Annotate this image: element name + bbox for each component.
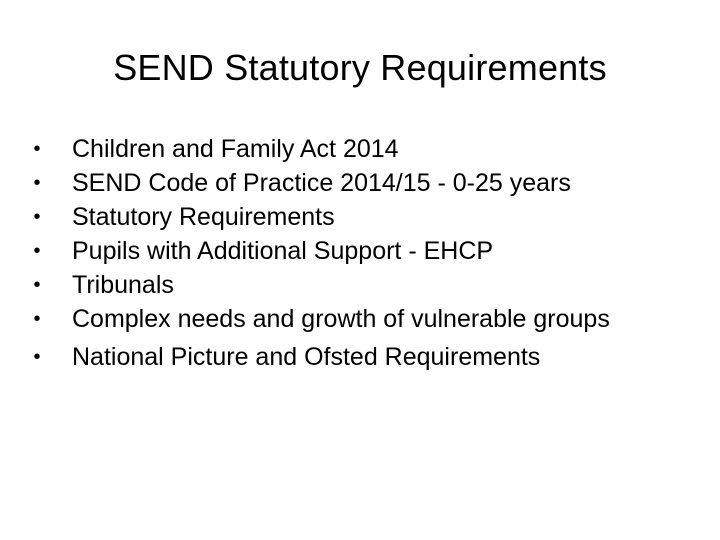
bullet-text: Tribunals bbox=[72, 271, 174, 299]
bullet-dot-icon: • bbox=[33, 172, 41, 194]
bullet-text: SEND Code of Practice 2014/15 - 0-25 years bbox=[72, 169, 571, 197]
bullet-text: Statutory Requirements bbox=[72, 203, 335, 231]
bullet-dot-icon: • bbox=[33, 206, 41, 228]
bullet-text: Pupils with Additional Support - EHCP bbox=[72, 237, 494, 265]
bullet-dot-icon: • bbox=[33, 138, 41, 160]
bullet-dot-icon: • bbox=[33, 274, 41, 296]
slide-title: SEND Statutory Requirements bbox=[113, 47, 607, 88]
bullet-list bbox=[30, 134, 690, 376]
bullet-dot-icon: • bbox=[33, 346, 41, 368]
bullet-dot-icon: • bbox=[33, 308, 41, 330]
bullet-item bbox=[30, 304, 690, 335]
bullet-item bbox=[30, 342, 690, 373]
bullet-item bbox=[30, 236, 690, 267]
bullet-text: Children and Family Act 2014 bbox=[72, 135, 399, 163]
bullet-text: National Picture and Ofsted Requirements bbox=[72, 343, 541, 371]
bullet-item bbox=[30, 134, 690, 165]
bullet-item bbox=[30, 202, 690, 233]
bullet-item bbox=[30, 270, 690, 301]
bullet-item bbox=[30, 168, 690, 199]
bullet-text: Complex needs and growth of vulnerable groups bbox=[72, 305, 610, 333]
bullet-dot-icon: • bbox=[33, 240, 41, 262]
